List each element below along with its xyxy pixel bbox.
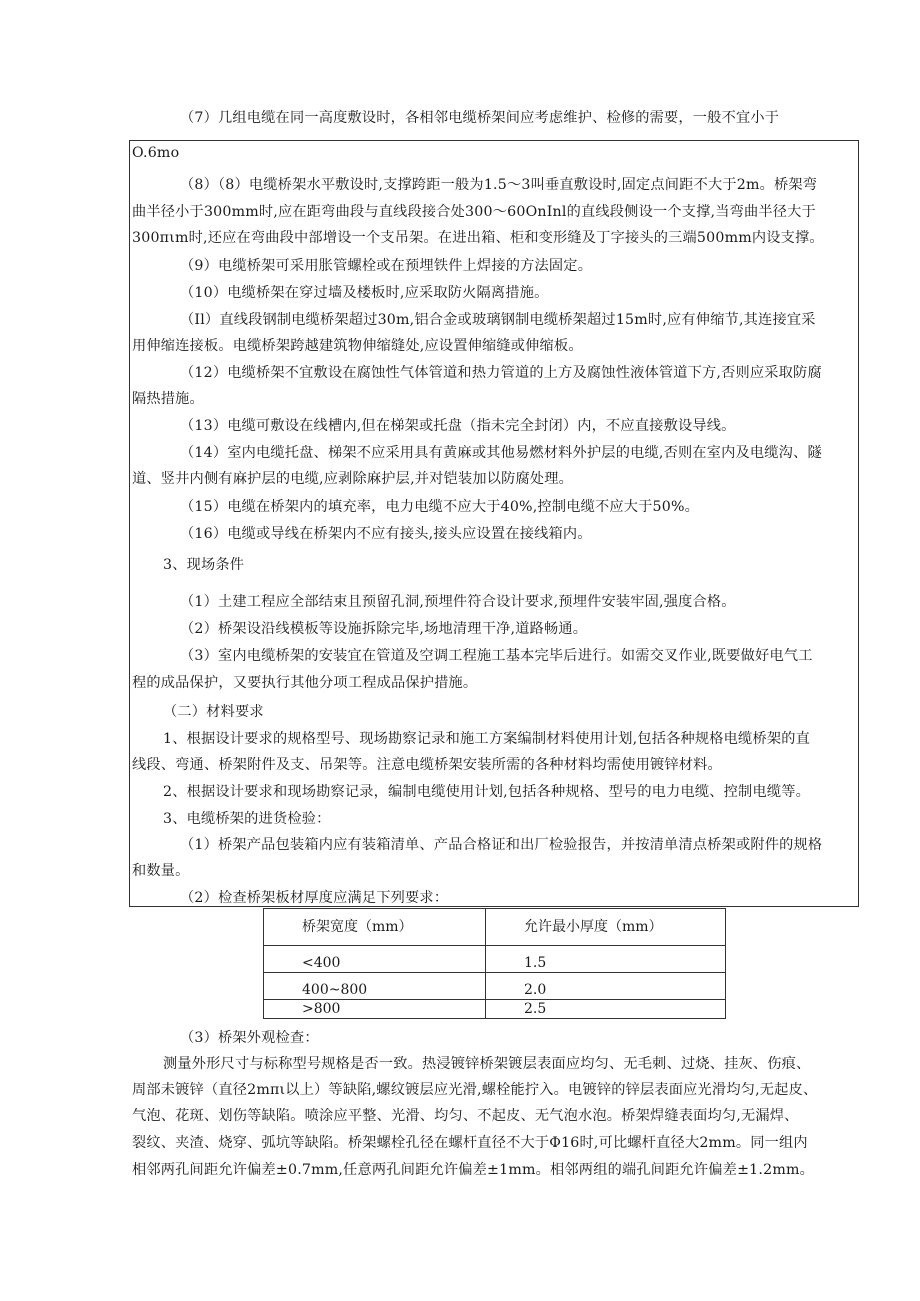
paragraph-13: （13）电缆可敷设在线槽内,但在梯架或托盘（指未完全封闭）内，不应直接敷设导线。 bbox=[180, 418, 736, 434]
table-header-cell: 桥架宽度（mm） bbox=[264, 909, 486, 946]
paragraph-11-line-1: （Il）直线段钢制电缆桥架超过30m,铝合金或玻璃钢制电缆桥架超过15m时,应有伸缩节,其连接宜采 bbox=[180, 312, 816, 328]
paragraph-16: （16）电缆或导线在桥架内不应有接头,接头应设置在接线箱内。 bbox=[180, 526, 592, 542]
appearance-check-line-5: 相邻两孔间距允许偏差±0.7mm,任意两孔间距允许偏差±1mm。相邻两组的端孔间距允许偏差±1.2mm。 bbox=[132, 1162, 815, 1178]
table-row bbox=[264, 973, 726, 1000]
table-row bbox=[264, 946, 726, 973]
table-cell-thickness: 2.0 bbox=[486, 973, 726, 1000]
appearance-check-line-1: 测量外形尺寸与标称型号规格是否一致。热浸镀锌桥架镀层表面应均匀、无毛刺、过烧、挂灰、伤痕、 bbox=[163, 1056, 811, 1072]
inspection-1-line-1: （1）桥架产品包装箱内应有装箱清单、产品合格证和出厂检验报告，并按清单清点桥架或附件的规格 bbox=[180, 837, 823, 853]
site-condition-3-line-1: （3）室内电缆桥架的安装宜在管道及空调工程施工基本完毕后进行。如需交叉作业,既要做好电气工 bbox=[180, 648, 813, 664]
table-cell-thickness: 1.5 bbox=[486, 946, 726, 973]
table-row bbox=[264, 1000, 726, 1019]
appearance-check-line-3: 气泡、花斑、划伤等缺陷。喷涂应平整、光滑、均匀、不起皮、无气泡水泡。桥架焊缝表面均匀,无漏焊、 bbox=[132, 1108, 799, 1124]
table-cell-width: <400 bbox=[264, 946, 486, 973]
paragraph-15: （15）电缆在桥架内的填充率，电力电缆不应大于40%,控制电缆不应大于50%。 bbox=[180, 499, 700, 515]
table-cell-width: 400~800 bbox=[264, 973, 486, 1000]
site-condition-3-line-2: 程的成品保护，又要执行其他分项工程成品保护措施。 bbox=[132, 675, 478, 691]
material-item-1-line-1: 1、根据设计要求的规格型号、现场勘察记录和施工方案编制材料使用计划,包括各种规格电缆桥架的直 bbox=[163, 731, 810, 747]
section-3-title: 3、现场条件 bbox=[163, 557, 245, 573]
table-cell-thickness: 2.5 bbox=[486, 1000, 726, 1019]
paragraph-14-line-1: （14）室内电缆托盘、梯架不应采用具有黄麻或其他易燃材料外护层的电缆,否则在室内及电缆沟、隧 bbox=[180, 445, 822, 461]
appearance-check-line-2: 周部未镀锌（直径2mπι以上）等缺陷,螺纹镀层应光滑,螺栓能拧入。电镀锌的锌层表面应光滑均匀,无起皮、 bbox=[132, 1082, 818, 1098]
paragraph-8-line-3: 300πιm时,还应在弯曲段中部增设一个支吊架。在进出箱、柜和变形缝及丁字接头的三端500mm内设支撑。 bbox=[132, 230, 824, 246]
site-condition-1: （1）土建工程应全部结束且预留孔洞,预埋件符合设计要求,预埋件安装牢固,强度合格。 bbox=[180, 594, 736, 610]
table-header-row bbox=[264, 909, 726, 946]
inspection-3-title: （3）桥架外观检查： bbox=[180, 1030, 319, 1046]
materials-section-title: （二）材料要求 bbox=[163, 704, 264, 720]
site-condition-2: （2）桥架设沿线模板等设施拆除完毕,场地清理干净,道路畅通。 bbox=[180, 621, 588, 637]
paragraph-12-line-1: （12）电缆桥架不宜敷设在腐蚀性气体管道和热力管道的上方及腐蚀性液体管道下方,否则应采取防腐 bbox=[180, 365, 822, 381]
paragraph-11-line-2: 用伸缩连接板。电缆桥架跨越建筑物伸缩缝处,应设置伸缩缝或伸缩板。 bbox=[132, 338, 583, 354]
material-item-3: 3、电缆桥架的进货检验： bbox=[163, 811, 331, 827]
material-item-1-line-2: 线段、弯通、桥架附件及支、吊架等。注意电缆桥架安装所需的各种材料均需使用镀锌材料。 bbox=[132, 757, 722, 773]
paragraph-7-line-2: O.6mo bbox=[132, 145, 180, 161]
paragraph-14-line-2: 道、竖井内侧有麻护层的电缆,应剥除麻护层,并对铠装加以防腐处理。 bbox=[132, 471, 574, 487]
table-cell-width: >800 bbox=[264, 1000, 486, 1019]
paragraph-8-line-2: 曲半径小于300mm时,应在距弯曲段与直线段接合处300～60OnInl的直线段侧设一个支撑,当弯曲半径大于 bbox=[132, 204, 816, 220]
material-item-2: 2、根据设计要求和现场勘察记录，编制电缆使用计划,包括各种规格、型号的电力电缆、控制电缆等。 bbox=[163, 784, 810, 800]
paragraph-12-line-2: 隔热措施。 bbox=[132, 391, 204, 407]
paragraph-7-line-1: （7）几组电缆在同一高度敷设时，各相邻电缆桥架间应考虑维护、检修的需要，一般不宜小于 bbox=[180, 110, 780, 126]
inspection-1-line-2: 和数量。 bbox=[132, 863, 190, 879]
inspection-2: （2）检查桥架板材厚度应满足下列要求： bbox=[180, 890, 449, 906]
paragraph-8-line-1: （8）（8）电缆桥架水平敷设时,支撑跨距一般为1.5～3叫垂直敷设时,固定点间距不大于2m。桥架弯 bbox=[180, 177, 818, 193]
table-header-cell: 允许最小厚度（mm） bbox=[486, 909, 726, 946]
thickness-table bbox=[263, 908, 726, 1019]
appearance-check-line-4: 裂纹、夹渣、烧穿、弧坑等缺陷。桥架螺栓孔径在螺杆直径不大于Φ16时,可比螺杆直径大2mm。同一组内 bbox=[132, 1135, 808, 1151]
paragraph-9: （9）电缆桥架可采用胀管螺栓或在预埋铁件上焊接的方法固定。 bbox=[180, 258, 593, 274]
paragraph-10: （10）电缆桥架在穿过墙及楼板时,应采取防火隔离措施。 bbox=[180, 285, 549, 301]
